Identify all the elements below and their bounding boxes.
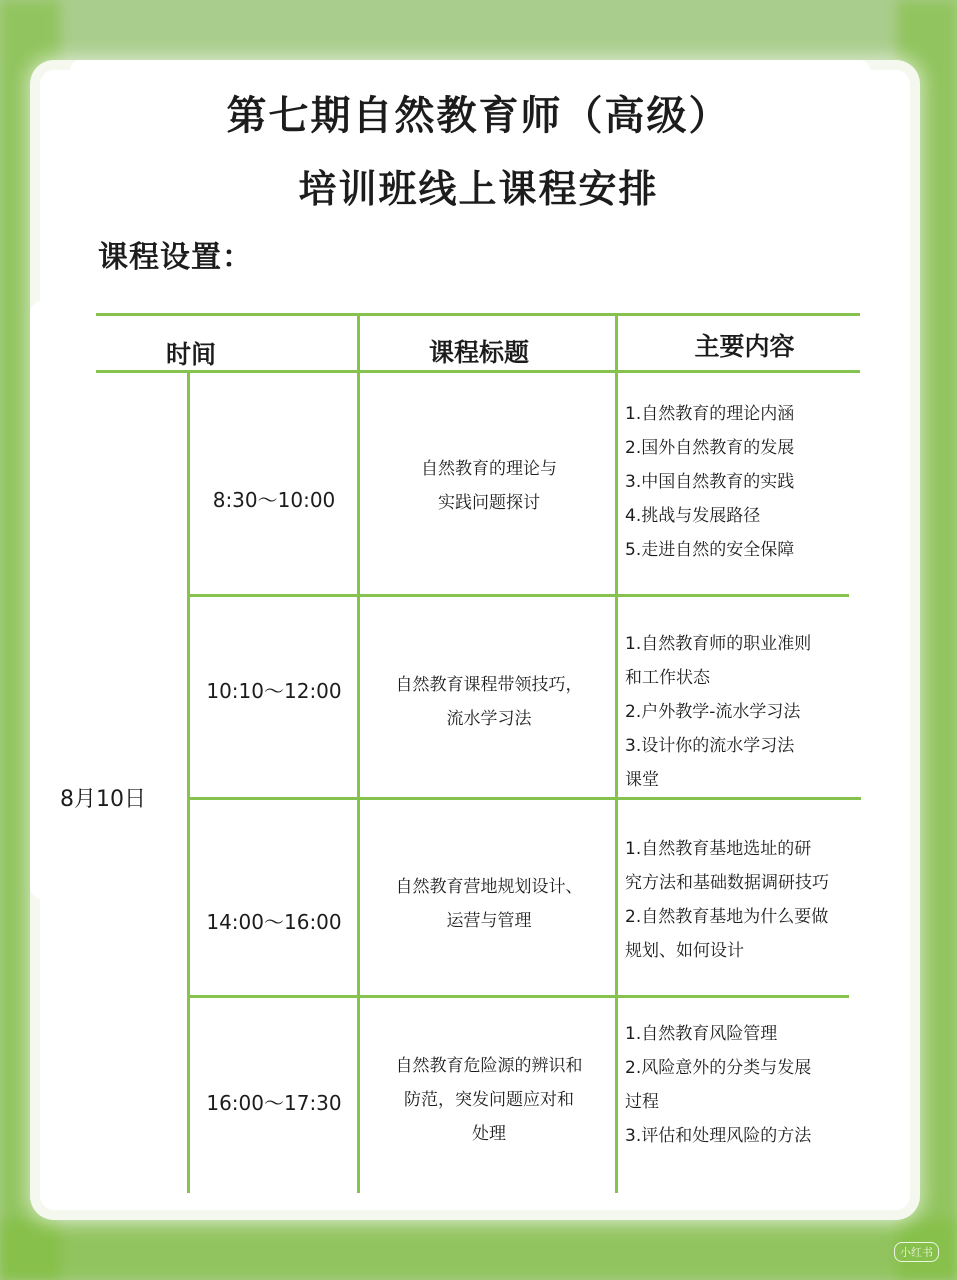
date-cell: 8月10日 xyxy=(60,787,146,812)
time-cell: 10:10～12:00 xyxy=(206,679,342,703)
table-top-line xyxy=(96,313,860,316)
header-course-title: 课程标题 xyxy=(428,338,529,367)
table-col-line xyxy=(357,313,360,1193)
table-row-line xyxy=(189,995,849,998)
time-cell: 14:00～16:00 xyxy=(206,910,342,934)
course-title-cell: 自然教育课程带领技巧， 流水学习法 xyxy=(395,675,583,729)
background-texture xyxy=(0,1220,957,1280)
time-cell: 16:00～17:30 xyxy=(206,1091,342,1115)
content-cell: 1.自然教育的理论内涵 2.国外自然教育的发展 3.中国自然教育的实践 4.挑战与发展路径 5.走进自然的安全保障 xyxy=(625,404,795,560)
paper-edge xyxy=(70,60,870,80)
course-title-cell: 自然教育的理论与 实践问题探讨 xyxy=(421,459,557,513)
course-title-cell: 自然教育危险源的辨识和 防范，突发问题应对和 处理 xyxy=(395,1056,583,1144)
watermark: 小红书 xyxy=(894,1242,939,1262)
section-label: 课程设置： xyxy=(98,240,253,275)
page-subtitle: 培训班线上课程安排 xyxy=(298,167,659,211)
table-row-line xyxy=(189,594,849,597)
header-time: 时间 xyxy=(165,340,216,369)
content-cell: 1.自然教育风险管理 2.风险意外的分类与发展 过程 3.评估和处理风险的方法 xyxy=(625,1024,812,1146)
content-cell: 1.自然教育基地选址的研 究方法和基础数据调研技巧 2.自然教育基地为什么要做 规划、如何设计 xyxy=(625,839,829,961)
table-row-line xyxy=(189,797,861,800)
content-cell: 1.自然教育师的职业准则 和工作状态 2.户外教学-流水学习法 3.设计你的流水学习法 课堂 xyxy=(625,634,812,790)
time-cell: 8:30～10:00 xyxy=(212,488,336,512)
course-title-cell: 自然教育营地规划设计、 运营与管理 xyxy=(395,877,583,931)
page-title: 第七期自然教育师（高级） xyxy=(226,93,731,139)
header-main-content: 主要内容 xyxy=(694,332,795,361)
paper-edge xyxy=(30,300,60,900)
